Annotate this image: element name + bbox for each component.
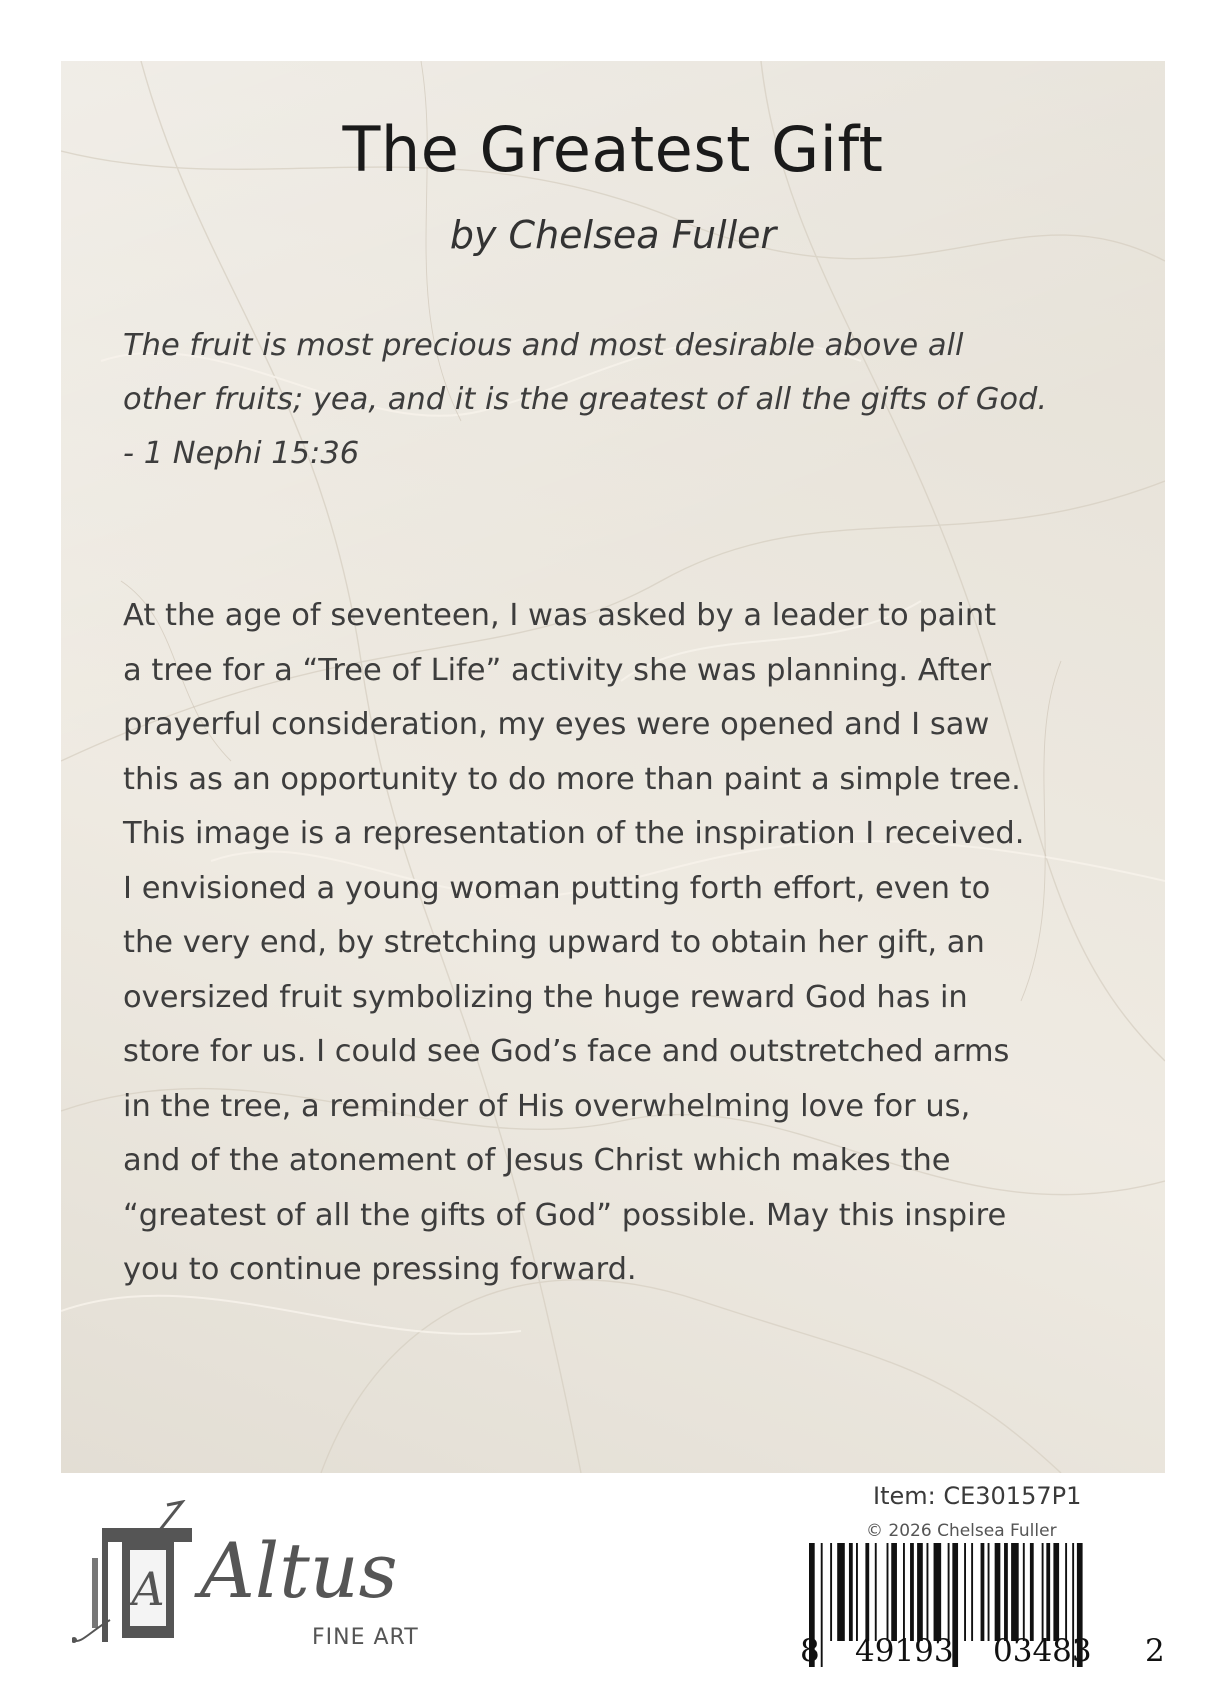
story-line: prayerful consideration, my eyes were opened and I saw [123, 707, 990, 742]
quote-citation: - 1 Nephi 15:36 [123, 436, 360, 471]
barcode-bar [1046, 1543, 1050, 1641]
barcode-bar [910, 1543, 914, 1641]
quote-line: The fruit is most precious and most desirable above all [123, 328, 964, 363]
story-line: and of the atonement of Jesus Christ which makes the [123, 1143, 951, 1178]
barcode-bar [887, 1543, 889, 1641]
story-line: this as an opportunity to do more than paint a simple tree. [123, 761, 1021, 797]
barcode-bar [988, 1543, 990, 1641]
barcode-digits-left: 49193 [855, 1633, 954, 1669]
barcode-bar [964, 1543, 966, 1641]
barcode-bar [948, 1543, 950, 1641]
item-number: Item: CE30157P1 [873, 1482, 1082, 1510]
logo-subtitle: FINE ART [312, 1625, 419, 1650]
barcode-bar [995, 1543, 1001, 1641]
copyright-notice: © 2026 Chelsea Fuller [866, 1521, 1057, 1541]
barcode-bar [1030, 1543, 1034, 1641]
quote-line: other fruits; yea, and it is the greatest of all the gifts of God. [123, 382, 1048, 417]
barcode-bar [1023, 1543, 1025, 1641]
barcode-bar [927, 1543, 929, 1641]
barcode-bar [934, 1543, 942, 1641]
barcode-bar [1053, 1543, 1059, 1641]
barcode-bar [917, 1543, 923, 1641]
story-line: store for us. I could see God’s face and outstretched arms [123, 1034, 1010, 1069]
marble-panel [61, 61, 1165, 1473]
barcode-bar [903, 1543, 905, 1641]
story-line: you to continue pressing forward. [123, 1252, 637, 1287]
logo-wordmark: Altus [200, 1526, 398, 1615]
barcode-bar [856, 1543, 858, 1641]
barcode-bar [1004, 1543, 1008, 1641]
barcode-bar [1065, 1543, 1067, 1641]
scripture-quote [123, 319, 1123, 481]
barcode-bar [875, 1543, 877, 1641]
barcode-bar [891, 1543, 897, 1641]
story-line: “greatest of all the gifts of God” possible. May this inspire [123, 1197, 1007, 1233]
story-line: a tree for a “Tree of Life” activity she was planning. After [123, 652, 992, 688]
story-line: This image is a representation of the inspiration I received. [123, 816, 1025, 851]
barcode-bar [981, 1543, 985, 1641]
barcode-bar [1042, 1543, 1044, 1641]
barcode-bar [830, 1543, 832, 1641]
barcode-bar [971, 1543, 973, 1641]
barcode [795, 1533, 1165, 1673]
barcode-digit-check: 2 [1145, 1633, 1165, 1669]
barcode-bar [1011, 1543, 1019, 1641]
barcode-digit-system: 8 [800, 1633, 820, 1669]
barcode-bar [849, 1543, 853, 1641]
card-title: The Greatest Gift [342, 113, 884, 186]
story-line: I envisioned a young woman putting forth effort, even to [123, 870, 991, 906]
story-line: oversized fruit symbolizing the huge reward God has in [123, 979, 968, 1015]
story-line: the very end, by stretching upward to obtain her gift, an [123, 925, 985, 960]
story-line: in the tree, a reminder of His overwhelming love for us, [123, 1088, 971, 1124]
byline: by Chelsea Fuller [449, 213, 777, 257]
barcode-bar [821, 1543, 823, 1667]
barcode-bar [865, 1543, 869, 1641]
barcode-digits-right: 03483 [993, 1633, 1092, 1669]
barcode-bar [837, 1543, 845, 1641]
story-line: At the age of seventeen, I was asked by a leader to paint [123, 598, 997, 633]
logo-mark-letter: A [131, 1562, 165, 1616]
artist-statement [123, 589, 1133, 1298]
